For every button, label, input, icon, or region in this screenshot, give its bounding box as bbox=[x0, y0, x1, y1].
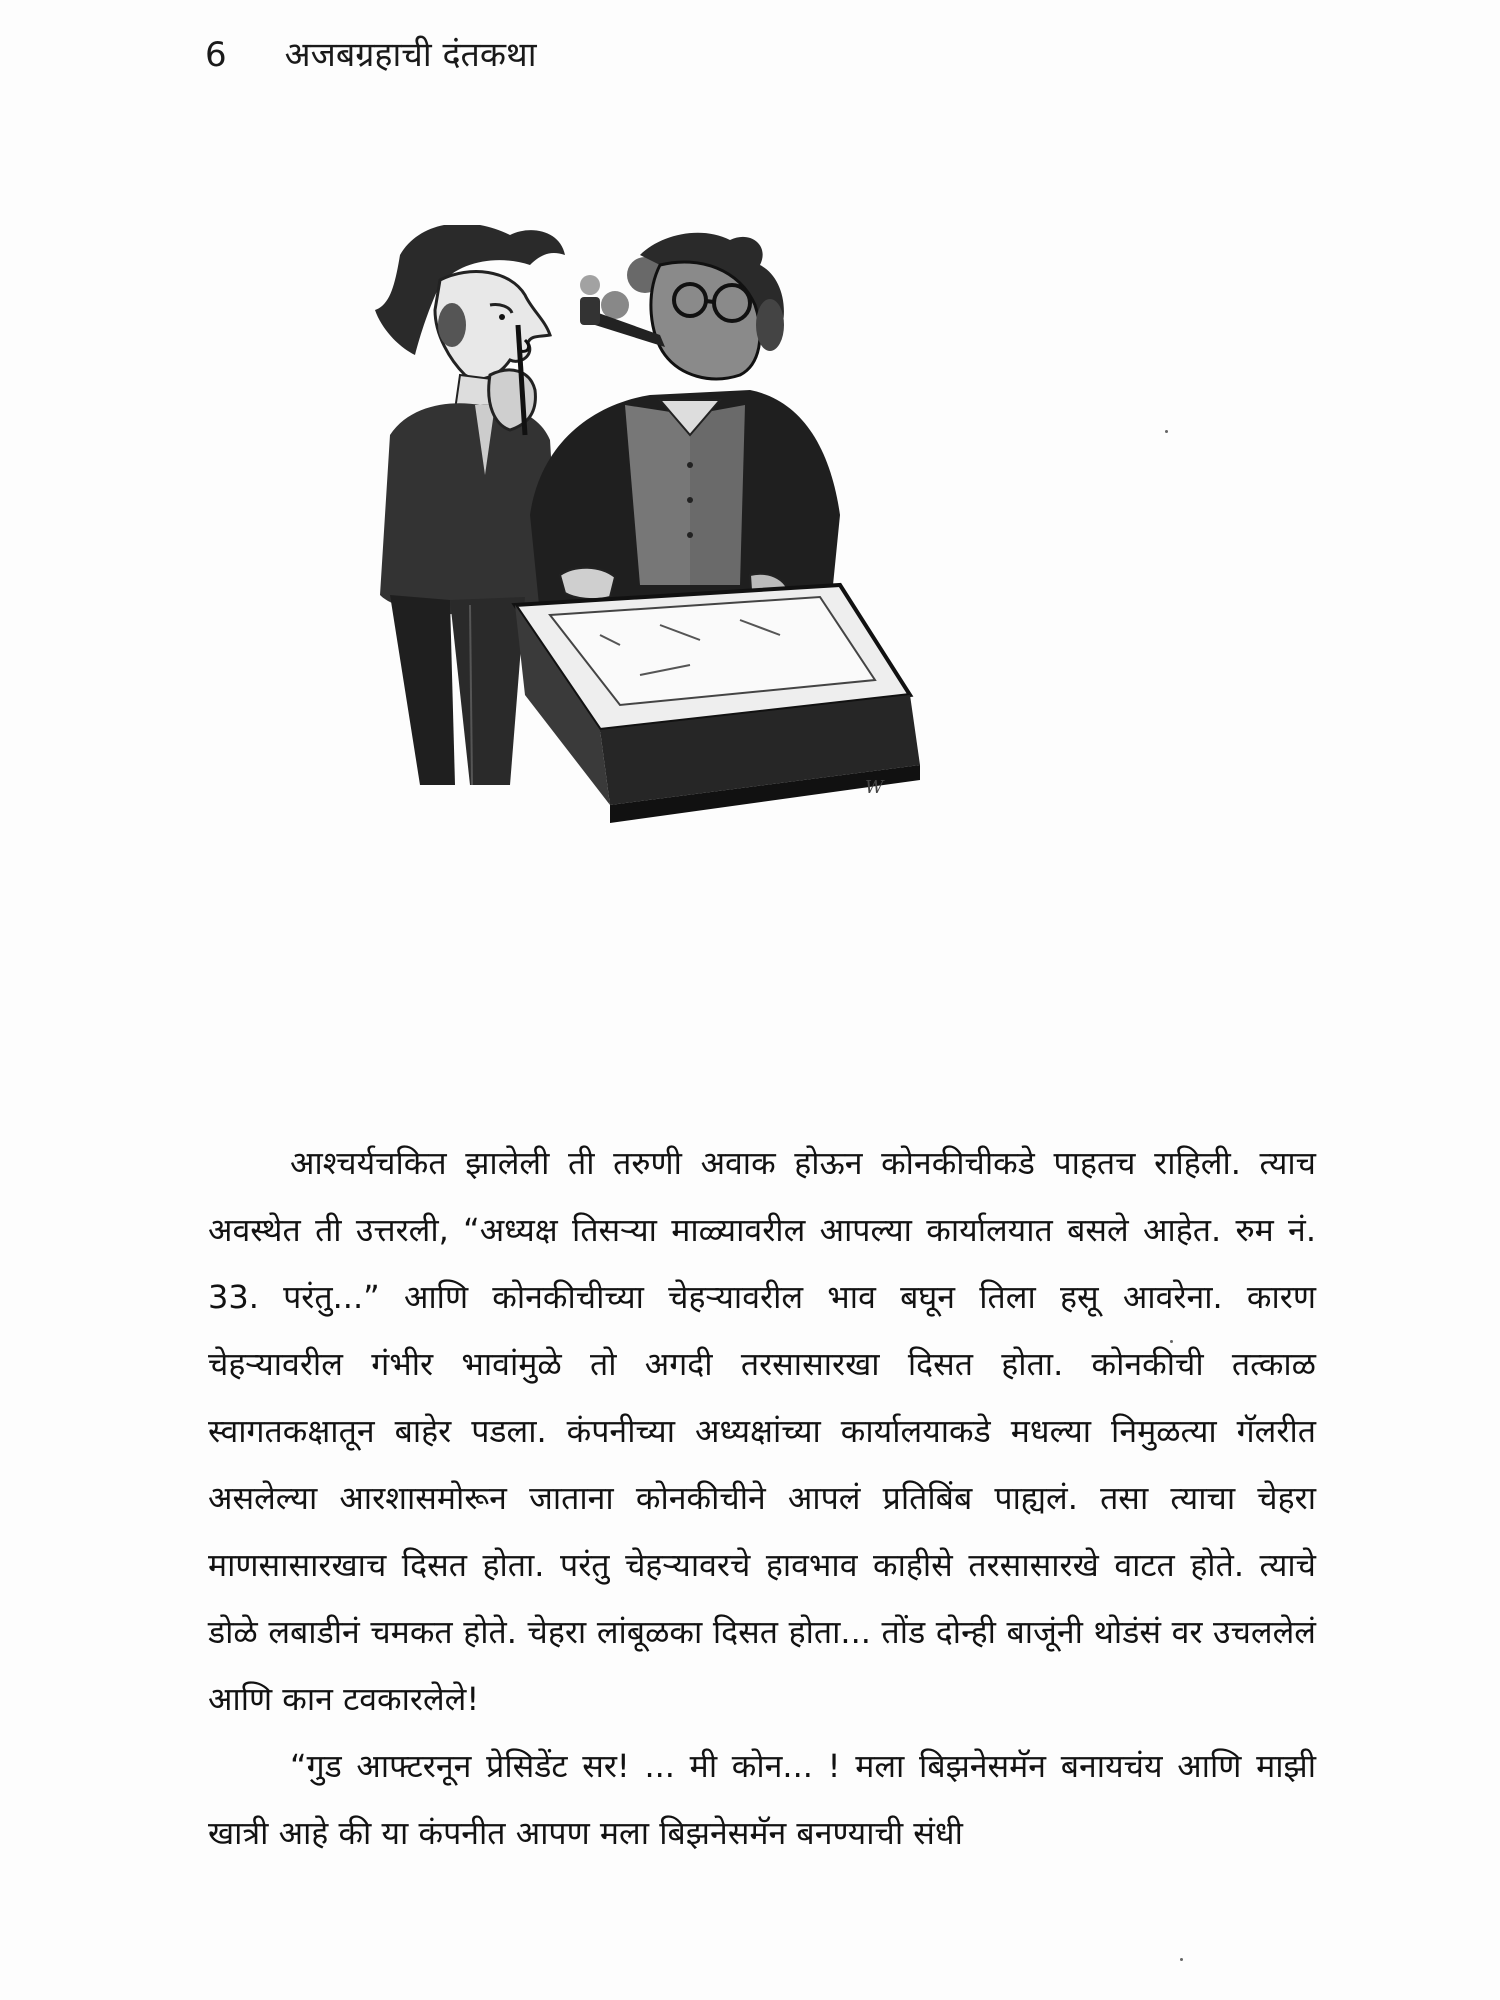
scan-speck bbox=[1180, 1958, 1183, 1961]
scan-speck bbox=[1170, 1340, 1173, 1343]
paragraph-2: “गुड आफ्टरनून प्रेसिडेंट सर! ... मी कोन... ! मला बिझनेसमॅन बनायचंय आणि माझी खात्री आहे की या कंपनीत आपण मला बिझनेसमॅन बनण्याची संधी bbox=[208, 1747, 1316, 1852]
illustration bbox=[360, 225, 1190, 1025]
running-header bbox=[205, 30, 537, 90]
paragraph-1: आश्चर्यचकित झालेली ती तरुणी अवाक होऊन कोनकीचीकडे पाहतच राहिली. त्याच अवस्थेत ती उत्तरली, “अध्यक्ष तिसऱ्या माळ्यावरील आपल्या कार्यालयात बसले आहेत. रुम नं. 33. परंतु...” आणि कोनकीचीच्या चेहऱ्यावरील भाव बघून तिला हसू आवरेना. कारण चेहऱ्यावरील गंभीर भावांमुळे तो अगदी तरसासारखा दिसत होता. कोनकीची तत्काळ स्वागतकक्षातून बाहेर पडला. कंपनीच्या अध्यक्षांच्या कार्यालयाकडे मधल्या निमुळत्या गॅलरीत असलेल्या आरशासमोरून जाताना कोनकीचीने आपलं प्रतिबिंब पाह्यलं. तसा त्याचा चेहरा माणसासारखाच दिसत होता. परंतु चेहऱ्यावरचे हावभाव काहीसे तरसासारखे वाटत होते. त्याचे डोळे लबाडीनं चमकत होते. चेहरा लांबूळका दिसत होता... तोंड दोन्ही बाजूंनी थोडंसं वर उचललेलं आणि कान टवकारलेले! bbox=[208, 1144, 1316, 1718]
illustrator-signature: W bbox=[865, 777, 884, 798]
body-text bbox=[208, 1130, 1316, 1867]
scan-speck bbox=[1165, 430, 1168, 433]
illustration-drawing bbox=[360, 225, 1190, 1025]
desk bbox=[515, 585, 920, 823]
running-title: अजबग्रहाची दंतकथा bbox=[284, 35, 537, 75]
seated-man-figure bbox=[530, 233, 840, 615]
page-number: 6 bbox=[205, 35, 227, 75]
